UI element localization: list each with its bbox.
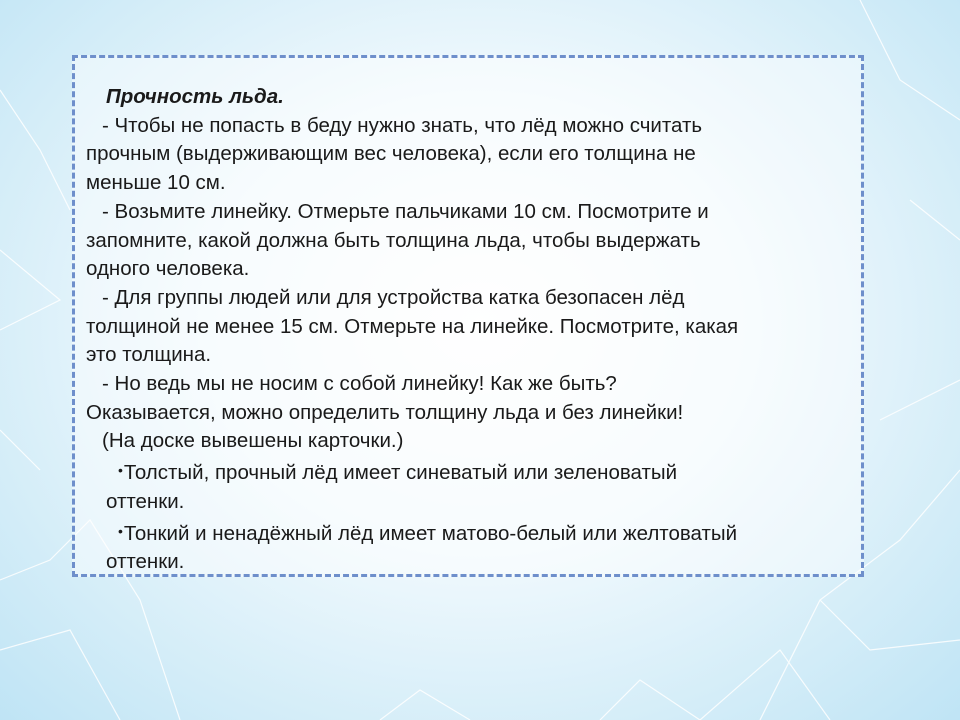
paragraph-line: толщиной не менее 15 см. Отмерьте на линейке. Посмотрите, какая <box>86 314 739 338</box>
paragraph-line: прочным (выдерживающим вес человека), если его толщина не <box>86 142 696 166</box>
slide-title: Прочность льда. <box>106 85 284 108</box>
paragraph-line: запомните, какой должна быть толщина льда, чтобы выдержать <box>86 228 701 252</box>
bullet-continuation: оттенки. <box>106 489 185 513</box>
paragraph-line: - Для группы людей или для устройства катка безопасен лёд <box>102 285 685 309</box>
paragraph-line: - Возьмите линейку. Отмерьте пальчиками 10 см. Посмотрите и <box>102 199 709 223</box>
bullet-text: Тонкий и ненадёжный лёд имеет матово-белый или желтоватый <box>123 521 738 545</box>
bullet-item <box>86 517 861 549</box>
paragraph-line: (На доске вывешены карточки.) <box>102 429 404 453</box>
paragraph-line: одного человека. <box>86 257 250 281</box>
bullet-icon: • <box>118 522 123 539</box>
paragraph-line: - Но ведь мы не носим с собой линейку! Как же быть? <box>102 372 617 396</box>
slide-text <box>86 83 861 577</box>
paragraph-line: Оказывается, можно определить толщину льда и без линейки! <box>86 400 684 424</box>
bullet-icon: • <box>118 462 123 479</box>
paragraph-line: - Чтобы не попасть в беду нужно знать, что лёд можно считать <box>102 113 703 137</box>
bullet-continuation: оттенки. <box>106 550 185 574</box>
bullet-item <box>86 456 861 488</box>
bullet-text: Толстый, прочный лёд имеет синеватый или зеленоватый <box>123 461 678 485</box>
paragraph-line: это толщина. <box>86 343 212 367</box>
paragraph-line: меньше 10 см. <box>86 171 226 195</box>
